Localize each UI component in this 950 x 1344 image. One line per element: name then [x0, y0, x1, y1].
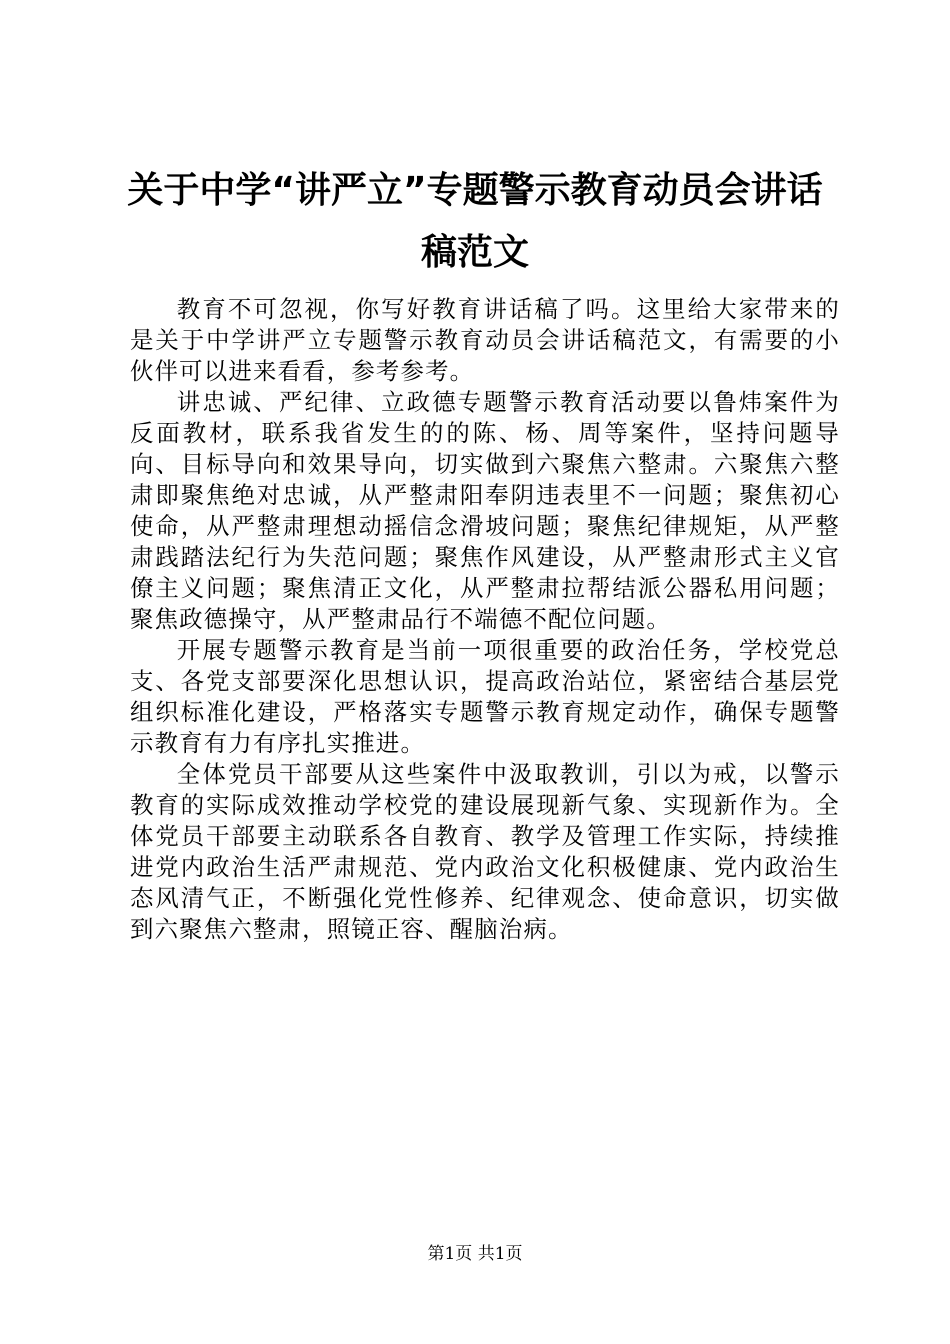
- page-footer: 第1页 共1页: [427, 1244, 523, 1264]
- paragraph-intro: 教育不可忽视，你写好教育讲话稿了吗。这里给大家带来的是关于中学讲严立专题警示教育动员会讲话稿范文，有需要的小伙伴可以进来看看，参考参考。: [130, 295, 840, 385]
- paragraph-task: 开展专题警示教育是当前一项很重要的政治任务，学校党总支、各党支部要深化思想认识，提高政治站位，紧密结合基层党组织标准化建设，严格落实专题警示教育规定动作，确保专题警示教育有力有序扎实推进。: [130, 636, 840, 757]
- paragraph-loyalty: 讲忠诚、严纪律、立政德专题警示教育活动要以鲁炜案件为反面教材，联系我省发生的的陈、杨、周等案件，坚持问题导向、目标导向和效果导向，切实做到六聚焦六整肃。六聚焦六整肃即聚焦绝对忠诚，从严整肃阳奉阴违表里不一问题；聚焦初心使命，从严整肃理想动摇信念滑坡问题；聚焦纪律规矩，从严整肃践踏法纪行为失范问题；聚焦作风建设，从严整肃形式主义官僚主义问题；聚焦清正文化，从严整肃拉帮结派公器私用问题；聚焦政德操守，从严整肃品行不端德不配位问题。: [130, 388, 840, 633]
- document-title: 关于中学“讲严立”专题警示教育动员会讲话稿范文: [127, 170, 823, 273]
- document-body: [130, 294, 840, 945]
- paragraph-lessons: 全体党员干部要从这些案件中汲取教训，引以为戒，以警示教育的实际成效推动学校党的建设展现新气象、实现新作为。全体党员干部要主动联系各自教育、教学及管理工作实际，持续推进党内政治生活严肃规范、党内政治文化积极健康、党内政治生态风清气正，不断强化党性修养、纪律观念、使命意识，切实做到六聚焦六整肃，照镜正容、醒脑治病。: [130, 760, 840, 943]
